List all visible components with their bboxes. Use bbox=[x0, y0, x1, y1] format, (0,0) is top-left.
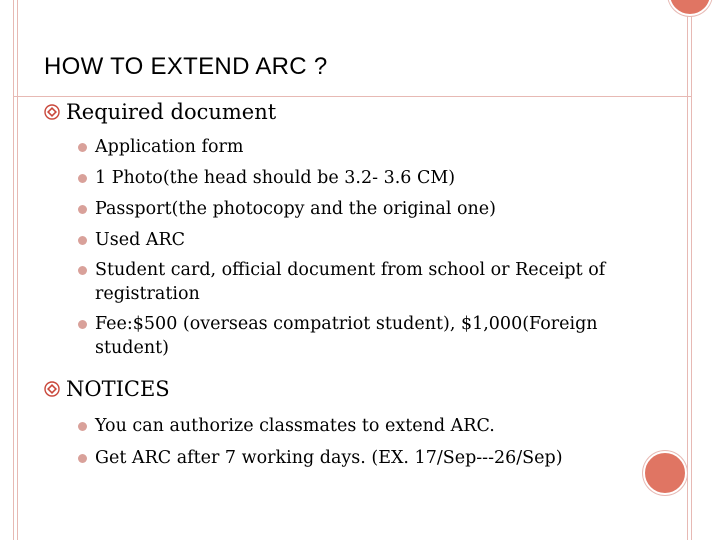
decorative-circle-bottom bbox=[643, 451, 687, 495]
dot-bullet-icon bbox=[78, 174, 87, 183]
dot-bullet-icon bbox=[78, 236, 87, 245]
dot-bullet-icon bbox=[78, 205, 87, 214]
dot-bullet-icon bbox=[78, 143, 87, 152]
section-notices bbox=[44, 377, 170, 401]
dot-bullet-icon bbox=[78, 320, 87, 329]
list-item: Student card, official document from school or Receipt of registration bbox=[77, 258, 637, 306]
decorative-circle-top bbox=[668, 0, 712, 16]
right-border-inner bbox=[687, 0, 688, 540]
list-item: Passport(the photocopy and the original one) bbox=[77, 196, 637, 222]
list-item: Used ARC bbox=[77, 227, 637, 253]
diamond-bullet-icon bbox=[44, 104, 60, 120]
dot-bullet-icon bbox=[78, 266, 87, 275]
title-divider bbox=[13, 96, 692, 97]
dot-bullet-icon bbox=[78, 422, 87, 431]
right-border-outer bbox=[691, 0, 692, 540]
left-border-inner bbox=[17, 0, 18, 540]
list-item: Application form bbox=[77, 134, 637, 160]
notices-list bbox=[77, 413, 637, 471]
dot-bullet-icon bbox=[78, 454, 87, 463]
section-required-document bbox=[44, 100, 276, 124]
diamond-bullet-icon bbox=[44, 381, 60, 397]
list-item: Fee:$500 (overseas compatriot student), $1,000(Foreign student) bbox=[77, 312, 637, 360]
section-heading: NOTICES bbox=[66, 377, 170, 401]
section-heading: Required document bbox=[66, 100, 277, 124]
list-item: Get ARC after 7 working days. (EX. 17/Sep---26/Sep) bbox=[77, 445, 637, 471]
slide-title: HOW TO EXTEND ARC ? bbox=[44, 53, 328, 80]
left-border-outer bbox=[13, 0, 14, 540]
list-item: 1 Photo(the head should be 3.2- 3.6 CM) bbox=[77, 165, 637, 191]
required-document-list bbox=[77, 134, 637, 360]
list-item: You can authorize classmates to extend ARC. bbox=[77, 413, 637, 439]
